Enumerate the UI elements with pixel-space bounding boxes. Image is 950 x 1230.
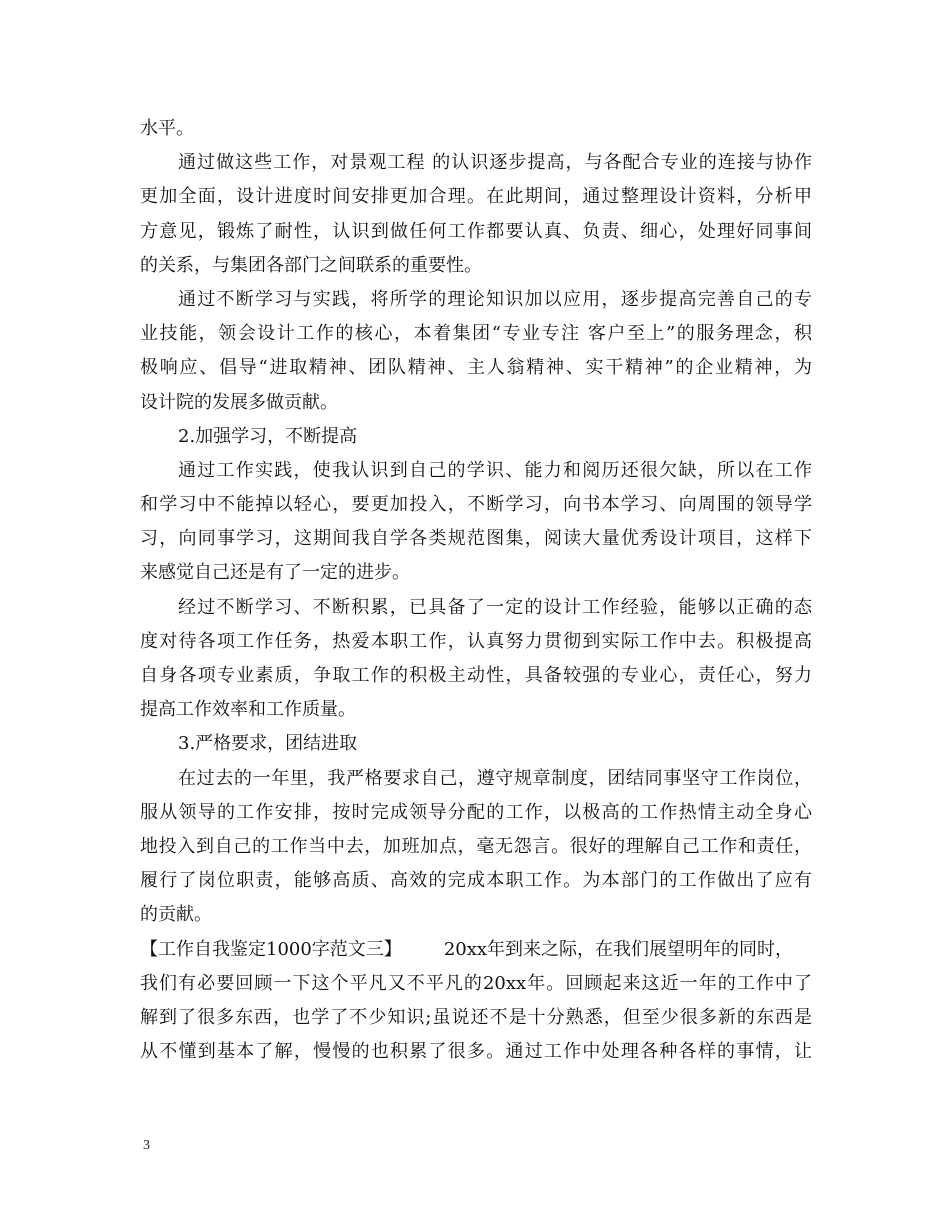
text-line: 从不懂到基本了解，慢慢的也积累了很多。通过工作中处理各种各样的事情，让: [140, 1041, 812, 1063]
text-line: 通过工作实践，使我认识到自己的学识、能力和阅历还很欠缺，所以在工作: [178, 459, 812, 481]
text-line: 解到了很多东西，也学了不少知识;虽说还不是十分熟悉，但至少很多新的东西是: [140, 1006, 812, 1028]
section-heading: 3.严格要求，团结进取: [178, 733, 358, 755]
text-line: 方意见，锻炼了耐性，认识到做任何工作都要认真、负责、细心，处理好同事间: [140, 220, 812, 242]
text-line: 来感觉自己还是有了一定的进步。: [140, 562, 410, 584]
text-line: 通过做这些工作，对景观工程 的认识逐步提高，与各配合专业的连接与协作: [178, 152, 812, 174]
text-line: 极响应、倡导“进取精神、团队精神、主人翁精神、实干精神”的企业精神，为: [140, 357, 812, 379]
text-line: 度对待各项工作任务，热爱本职工作，认真努力贯彻到实际工作中去。积极提高: [140, 630, 812, 652]
text-line: 服从领导的工作安排，按时完成领导分配的工作，以极高的工作热情主动全身心: [140, 801, 812, 823]
page-number: 3: [143, 1138, 150, 1153]
text-line: 的贡献。: [140, 904, 212, 926]
document-body: [140, 112, 812, 1069]
text-run: 20xx年到来之际，在我们展望明年的同时，: [443, 938, 794, 960]
text-line: 经过不断学习、不断积累，已具备了一定的设计工作经验，能够以正确的态: [178, 596, 812, 618]
text-line: 在过去的一年里，我严格要求自己，遵守规章制度，团结同事坚守工作岗位，: [178, 767, 812, 789]
section-heading: 2.加强学习，不断提高: [178, 425, 358, 447]
text-line: 习，向同事学习，这期间我自学各类规范图集，阅读大量优秀设计项目，这样下: [140, 528, 812, 550]
text-line: 提高工作效率和工作质量。: [140, 699, 356, 721]
text-line: 自身各项专业素质，争取工作的积极主动性，具备较强的专业心，责任心，努力: [140, 665, 812, 686]
text-line: 通过不断学习与实践，将所学的理论知识加以应用，逐步提高完善自己的专: [178, 288, 812, 310]
text-line: 更加全面，设计进度时间安排更加合理。在此期间，通过整理设计资料，分析甲: [140, 186, 812, 208]
text-line: 我们有必要回顾一下这个平凡又不平凡的20xx年。回顾起来这近一年的工作中了: [140, 972, 812, 994]
text-line: 履行了岗位职责，能够高质、高效的完成本职工作。为本部门的工作做出了应有: [140, 870, 812, 892]
text-line: 的关系，与集团各部门之间联系的重要性。: [140, 254, 482, 276]
text-line: 水平。: [140, 118, 194, 139]
text-line: 和学习中不能掉以轻心，要更加投入，不断学习，向书本学习、向周围的领导学: [140, 494, 812, 516]
article-heading: 【工作自我鉴定1000字范文三】: [140, 938, 402, 960]
text-line: 地投入到自己的工作当中去，加班加点，毫无怨言。很好的理解自己工作和责任，: [140, 835, 812, 857]
text-line: 设计院的发展多做贡献。: [140, 391, 338, 413]
text-line: 业技能，领会设计工作的核心，本着集团“专业专注 客户至上”的服务理念，积: [140, 323, 812, 345]
article-heading-line: [140, 933, 812, 967]
